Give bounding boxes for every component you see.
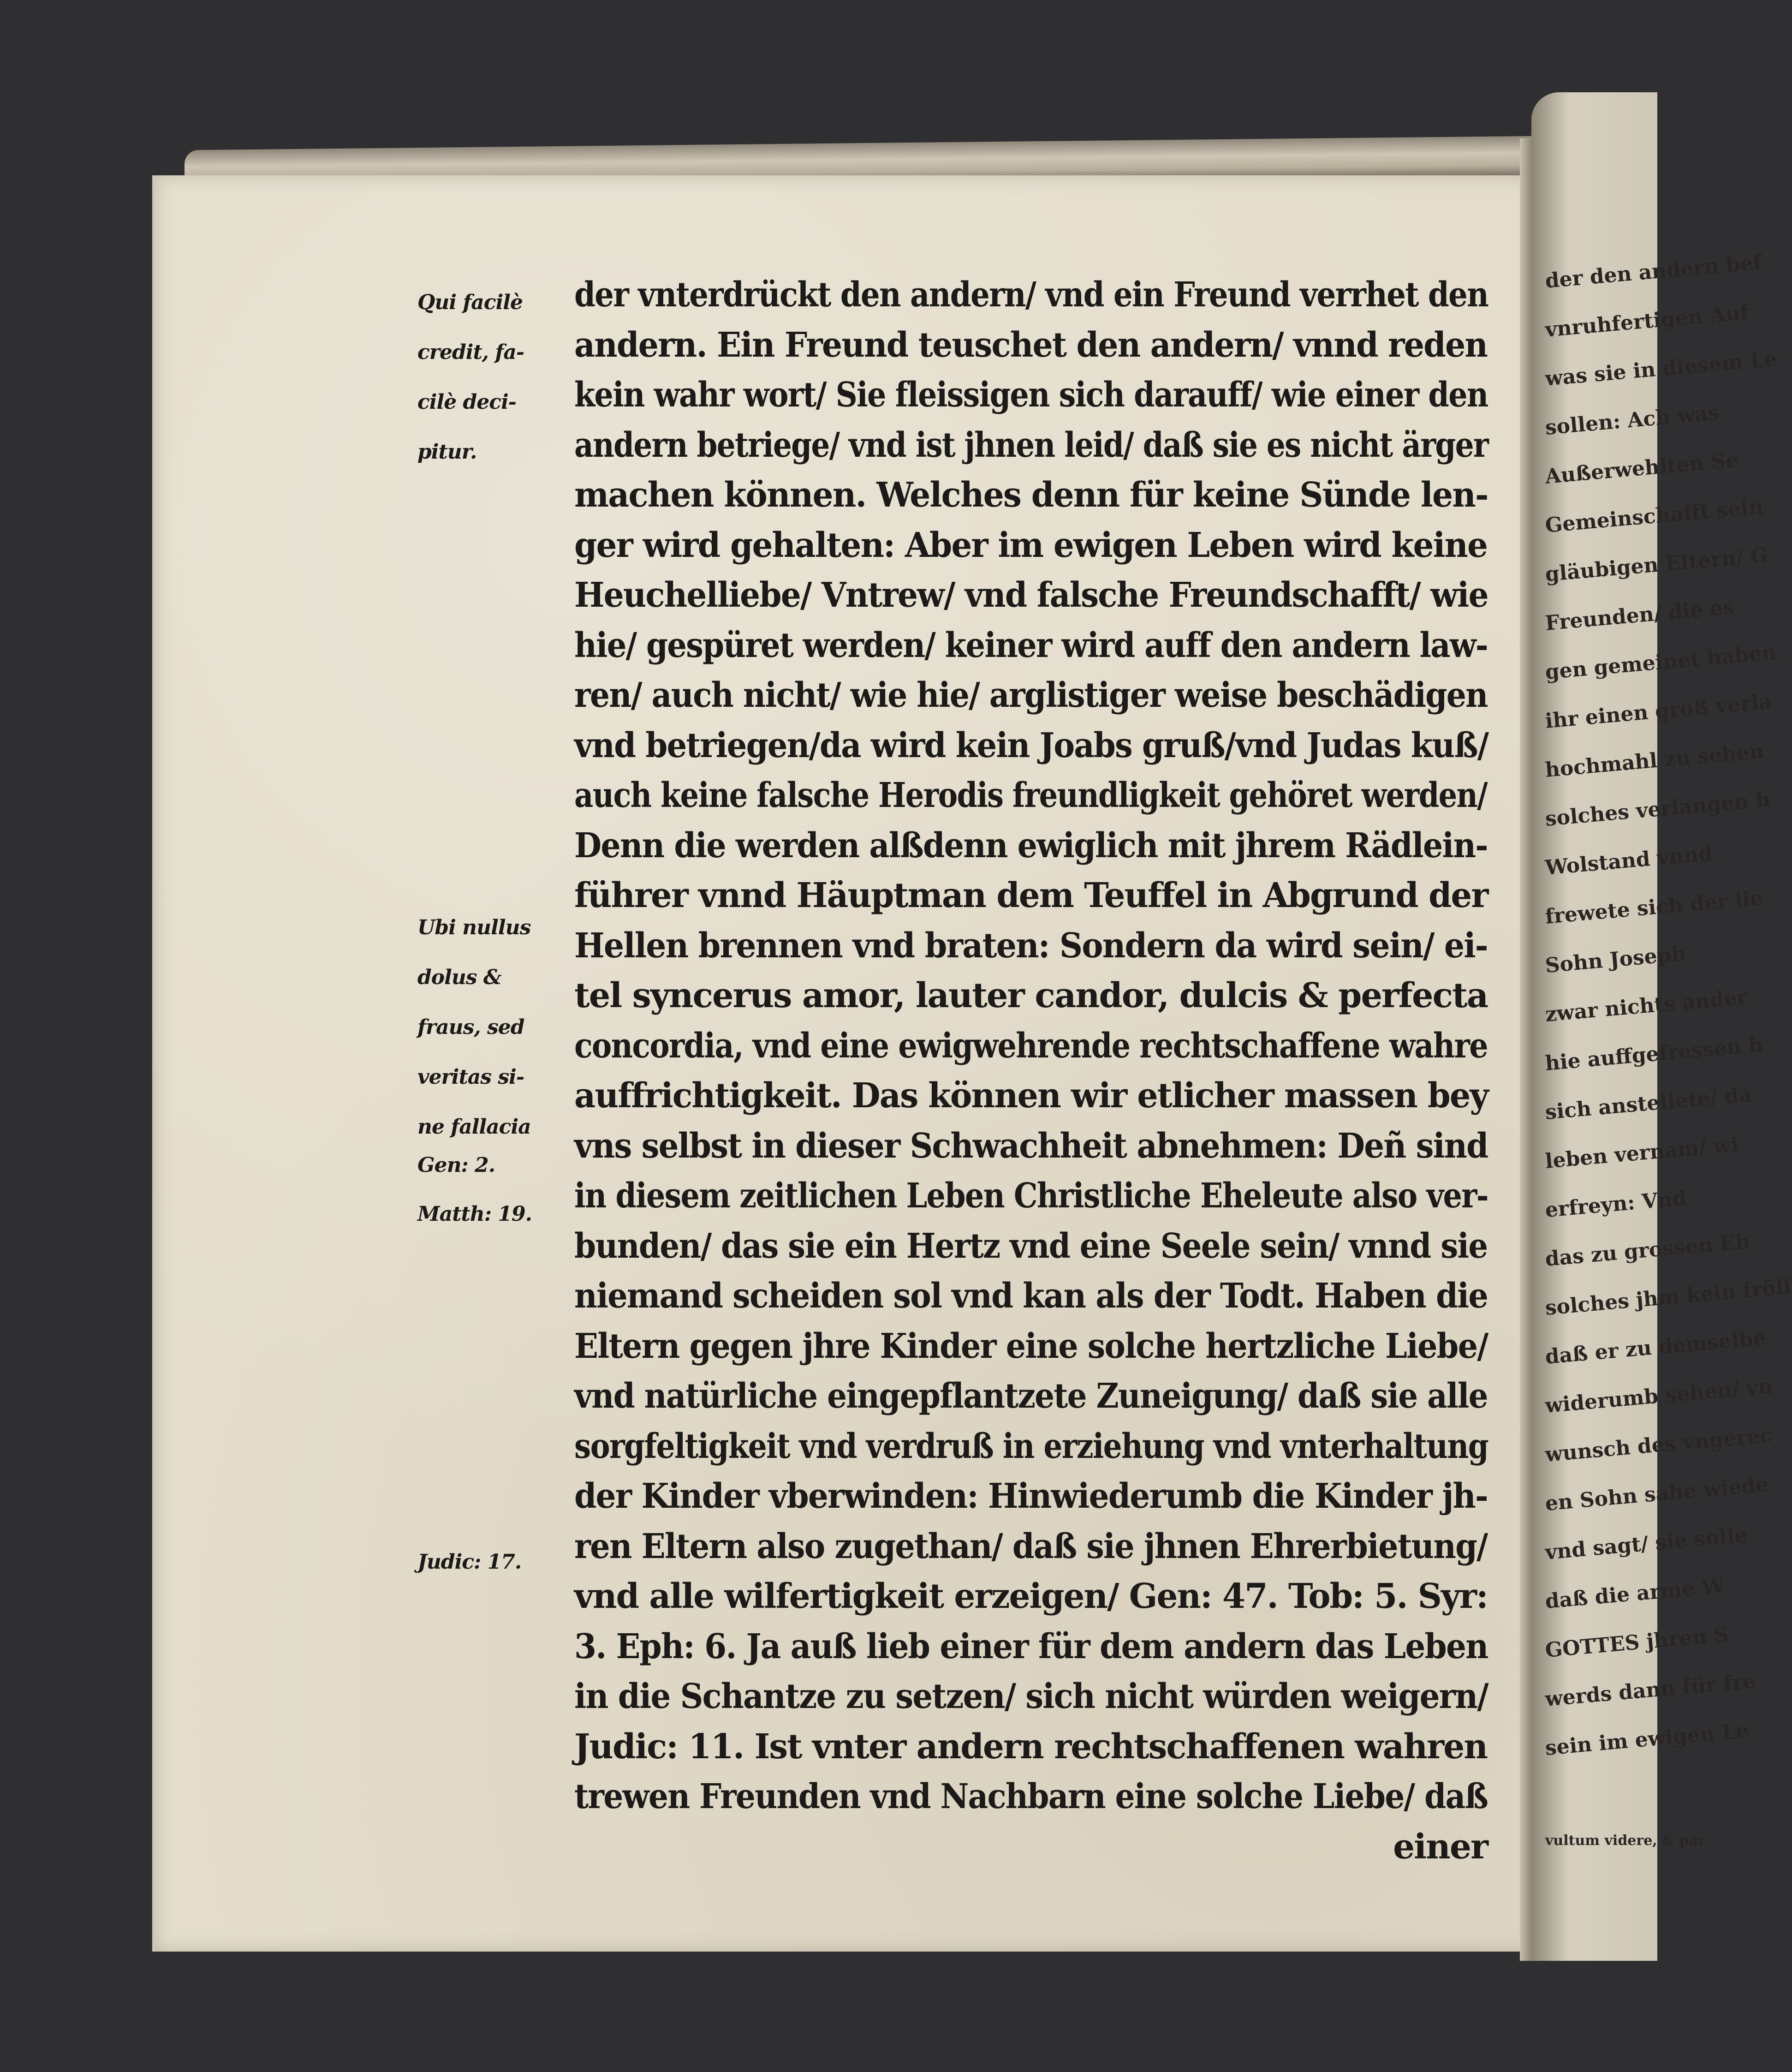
text-line: hie/ gespüret werden/ keiner wird auff den andern law- (574, 625, 1488, 665)
margin-note-qui: cilè deci- (417, 390, 517, 414)
text-line: Hellen brennen vnd braten: Sondern da wird sein/ ei- (574, 926, 1488, 966)
facing-page-line: werds dann für fre (1544, 1669, 1757, 1711)
text-line: auffrichtigkeit. Das können wir etlicher massen bey (574, 1076, 1488, 1116)
facing-page-line: was sie in diesem Le (1544, 347, 1778, 391)
facing-page-line: widerumb sehen/ vn (1544, 1374, 1774, 1418)
facing-page-line: erfreyn: Vnd (1544, 1186, 1688, 1222)
margin-note-qui: pitur. (417, 440, 477, 464)
margin-note-matth: Matth: 19. (417, 1202, 532, 1226)
main-text-block (574, 270, 1488, 1872)
text-line: kein wahr wort/ Sie fleissigen sich darauff/ wie einer den (574, 375, 1488, 415)
facing-page-line: sein im ewigen Le (1544, 1719, 1750, 1760)
facing-page-line: gen gemeinet haben (1544, 640, 1778, 684)
margin-note-gen: Gen: 2. (417, 1153, 495, 1177)
facing-page-line: das zu grossen Eh (1544, 1230, 1751, 1271)
facing-page-line: daß er zu demselbe (1544, 1326, 1767, 1369)
facing-page (1531, 92, 1792, 1961)
facing-page-line: Sohn Joseph (1544, 942, 1687, 978)
text-line: andern betriege/ vnd ist jhnen leid/ daß sie es nicht ärger (574, 425, 1488, 465)
facing-page-line: hie auffgefressen h (1544, 1033, 1764, 1075)
facing-page-line: GOTTES jhren S (1544, 1623, 1730, 1662)
margin-note-judic: Judic: 17. (417, 1550, 522, 1574)
margin-note-ubi: dolus & (417, 966, 501, 989)
text-line: der Kinder vberwinden: Hinwiederumb die Kinder jh- (574, 1476, 1488, 1516)
facing-page-line: sollen: Ach was (1544, 401, 1721, 440)
text-line: ger wird gehalten: Aber im ewigen Leben wird keine (574, 525, 1488, 565)
facing-page-line: solches verlangen h (1544, 788, 1772, 831)
text-line: vnd natürliche eingepflantzete Zuneigung/ daß sie alle (574, 1376, 1488, 1416)
facing-page-line: zwar nichts ander (1544, 985, 1749, 1027)
facing-page-line: der den andern bef (1544, 251, 1763, 293)
facing-page-line: solches jhm kein fröli (1544, 1275, 1792, 1320)
text-line: ren/ auch nicht/ wie hie/ arglistiger weise beschädigen (574, 675, 1488, 715)
text-line: Eltern gegen jhre Kinder eine solche hertzliche Liebe/ (574, 1326, 1488, 1366)
facing-page-line: sich anstellete/ da (1544, 1082, 1753, 1124)
text-line: vns selbst in dieser Schwachheit abnehmen: Deñ sind (574, 1126, 1488, 1166)
margin-note-qui: credit, fa- (417, 340, 524, 364)
text-line: machen können. Welches denn für keine Sünde len- (574, 475, 1488, 515)
text-line: concordia, vnd eine ewigwehrende rechtschaffene wahre (574, 1026, 1488, 1066)
text-line: führer vnnd Häuptman dem Teuffel in Abgrund der (574, 876, 1488, 915)
text-line: trewen Freunden vnd Nachbarn eine solche Liebe/ daß (574, 1777, 1488, 1816)
facing-page-line: Außerwehlten Se (1544, 448, 1740, 489)
text-line: in die Schantze zu setzen/ sich nicht würden weigern/ (574, 1677, 1488, 1716)
text-line: 3. Eph: 6. Ja auß lieb einer für dem andern das Leben (574, 1626, 1488, 1666)
facing-page-line: vultum videre, & par (1545, 1833, 1705, 1849)
text-line: vnd alle wilfertigkeit erzeigen/ Gen: 47. Tob: 5. Syr: (574, 1576, 1488, 1616)
facing-page-line: vnruhfertigen Auf (1544, 300, 1750, 342)
facing-page-line: daß die arme W (1544, 1574, 1726, 1613)
facing-page-line: Gemeinschafft sein (1544, 495, 1764, 537)
facing-page-line: wunsch des vngerec (1544, 1423, 1774, 1467)
facing-page-line: ihr einen groß verla (1544, 690, 1773, 733)
margin-note-ubi: veritas si- (417, 1065, 524, 1089)
text-line: bunden/ das sie ein Hertz vnd eine Seele sein/ vnnd sie (574, 1226, 1488, 1266)
text-line: einer (1393, 1827, 1488, 1867)
text-line: in diesem zeitlichen Leben Christliche Eheleute also ver- (574, 1176, 1488, 1216)
facing-page-line: en Sohn sahe wiede (1544, 1472, 1769, 1516)
text-line: Heuchelliebe/ Vntrew/ vnd falsche Freundschafft/ wie (574, 575, 1488, 615)
text-line: Denn die werden alßdenn ewiglich mit jhrem Rädlein- (574, 825, 1488, 866)
facing-page-line: Freunden/ die es (1544, 595, 1735, 635)
facing-page-line: frewete sich der lie (1544, 886, 1764, 929)
text-line: tel syncerus amor, lauter candor, dulcis & perfecta (574, 976, 1488, 1015)
text-line: andern. Ein Freund teuschet den andern/ vnnd reden (574, 325, 1488, 365)
margin-note-ubi: Ubi nullus (417, 916, 531, 939)
text-line: auch keine falsche Herodis freundligkeit gehöret werden/ (574, 776, 1487, 815)
text-line: vnd betriegen/da wird kein Joabs gruß/vnd Judas kuß/ (574, 725, 1488, 765)
facing-page-line: vnd sagt/ sie solle (1544, 1523, 1749, 1564)
text-line: der vnterdrückt den andern/ vnd ein Freund verrhet den (574, 275, 1488, 315)
facing-page-line: leben vernam/ wi (1544, 1133, 1740, 1173)
margin-note-qui: Qui facilè (417, 291, 523, 314)
text-line: ren Eltern also zugethan/ daß sie jhnen Ehrerbietung/ (574, 1526, 1488, 1566)
facing-page-line: gläubigen Eltern/ G (1544, 543, 1769, 586)
text-line: sorgfeltigkeit vnd verdruß in erziehung vnd vnterhaltung (574, 1426, 1488, 1466)
facing-page-line: hochmahl zu sehen (1544, 739, 1765, 782)
margin-note-ubi: fraus, sed (417, 1015, 524, 1039)
margin-note-ubi: ne fallacia (417, 1115, 531, 1139)
text-line: niemand scheiden sol vnd kan als der Todt. Haben die (574, 1276, 1488, 1316)
facing-page-line: Wolstand vnnd (1544, 842, 1714, 880)
text-line: Judic: 11. Ist vnter andern rechtschaffenen wahren (574, 1726, 1488, 1767)
